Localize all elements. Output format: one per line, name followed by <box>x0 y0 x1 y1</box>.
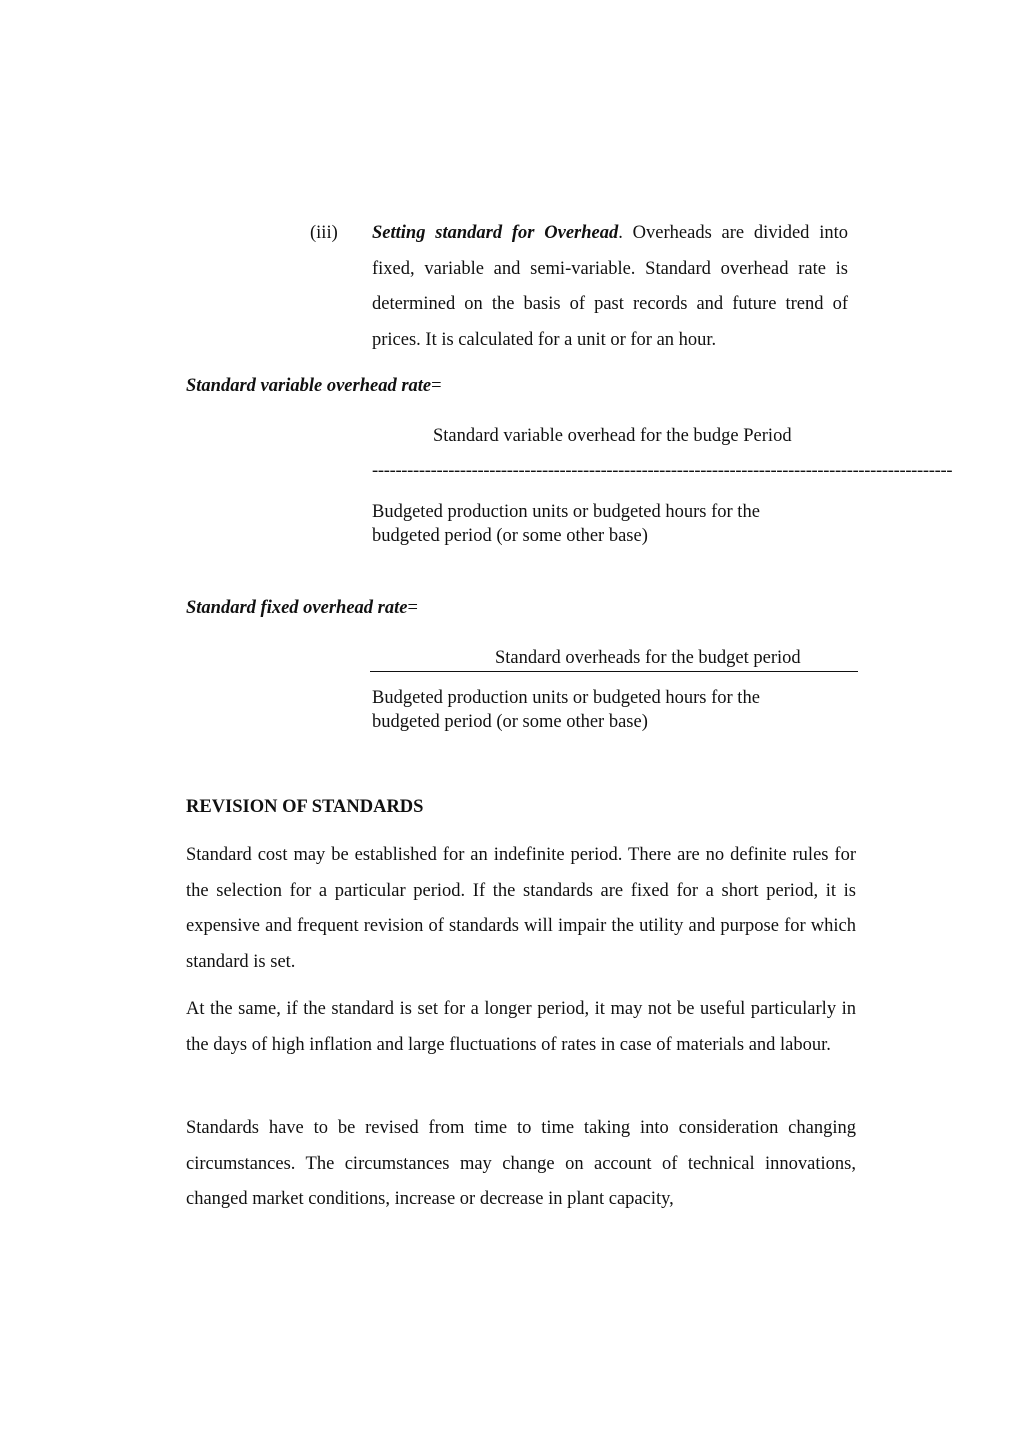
section-heading: REVISION OF STANDARDS <box>186 797 424 817</box>
variable-rate-denominator: Budgeted production units or budgeted hours for the budgeted period (or some other base) <box>372 502 760 546</box>
overhead-text: . Overheads are divided into fixed, variable and semi-variable. Standard overhead rate is determined on the basis of past records and future trend of prices. It is calculated for a unit or for an hour. <box>372 223 848 350</box>
variable-rate-numerator: Standard variable overhead for the budge Period <box>433 426 792 446</box>
overhead-paragraph <box>372 216 848 358</box>
revision-paragraph-3: Standards have to be revised from time to time taking into consideration changing circumstances. The circumstances may change on account of technical innovations, changed market conditions, increase or decrease in plant capacity, <box>186 1118 856 1209</box>
fixed-rate-equals: = <box>407 598 418 618</box>
fixed-rate-denominator: Budgeted production units or budgeted hours for the budgeted period (or some other base) <box>372 688 760 732</box>
variable-rate-equals: = <box>431 376 442 396</box>
variable-rate-label-text: Standard variable overhead rate <box>186 376 432 396</box>
overhead-title: Setting standard for Overhead <box>372 223 619 243</box>
fixed-rate-numerator: Standard overheads for the budget period <box>495 648 801 668</box>
revision-paragraph-1: Standard cost may be established for an indefinite period. There are no definite rules for the selection for a particular period. If the standards are fixed for a short period, it is expensive and frequent revision of standards will impair the utility and purpose for which standard is set. <box>186 845 856 972</box>
fixed-rate-label <box>186 598 418 619</box>
list-marker: (iii) <box>310 223 338 243</box>
revision-paragraph-2: At the same, if the standard is set for a longer period, it may not be useful particularly in the days of high inflation and large fluctuations of rates in case of materials and labour. <box>186 999 856 1055</box>
fraction-separator: --------------------------------------------------------------------------------------------------- <box>372 461 953 481</box>
fixed-rate-label-text: Standard fixed overhead rate <box>186 598 408 618</box>
variable-rate-label <box>186 376 442 397</box>
